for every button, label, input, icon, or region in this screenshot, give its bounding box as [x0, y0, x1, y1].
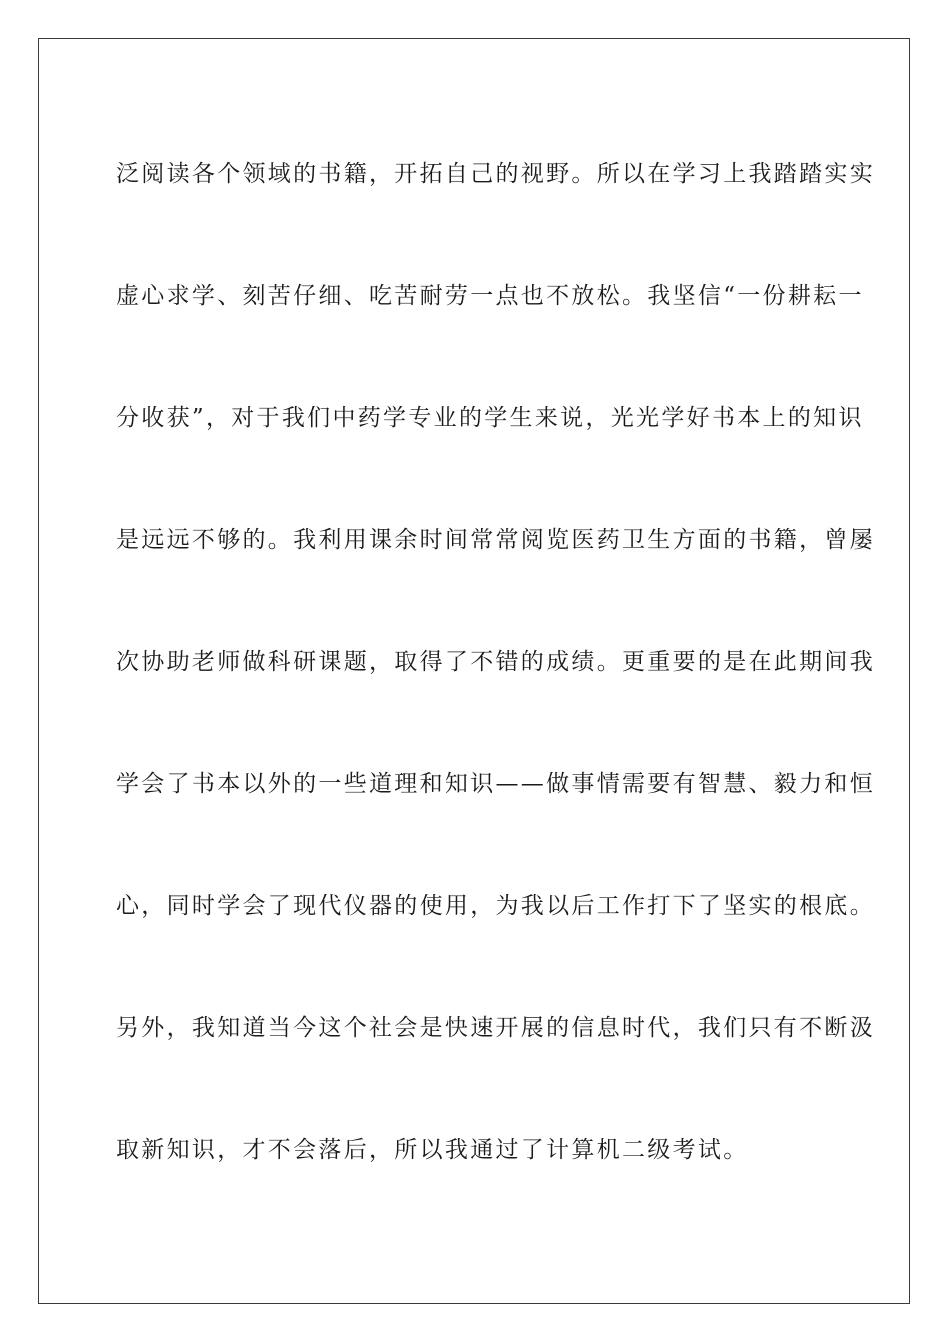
text-line: 学会了书本以外的一些道理和知识——做事情需要有智慧、毅力和恒	[116, 771, 875, 797]
text-line: 分收获”，对于我们中药学专业的学生来说，光光学好书本上的知识	[116, 405, 864, 431]
text-line: 虚心求学、刻苦仔细、吃苦耐劳一点也不放松。我坚信“一份耕耘一	[116, 283, 864, 309]
text-line: 次协助老师做科研课题，取得了不错的成绩。更重要的是在此期间我	[116, 649, 875, 675]
text-line: 泛阅读各个领域的书籍，开拓自己的视野。所以在学习上我踏踏实实	[116, 161, 875, 187]
text-line: 心，同时学会了现代仪器的使用，为我以后工作打下了坚实的根底。	[116, 893, 875, 919]
text-line: 取新知识，才不会落后，所以我通过了计算机二级考试。	[116, 1137, 749, 1163]
text-line: 另外，我知道当今这个社会是快速开展的信息时代，我们只有不断汲	[116, 1015, 875, 1041]
text-line: 是远远不够的。我利用课余时间常常阅览医药卫生方面的书籍，曾屡	[116, 527, 875, 553]
